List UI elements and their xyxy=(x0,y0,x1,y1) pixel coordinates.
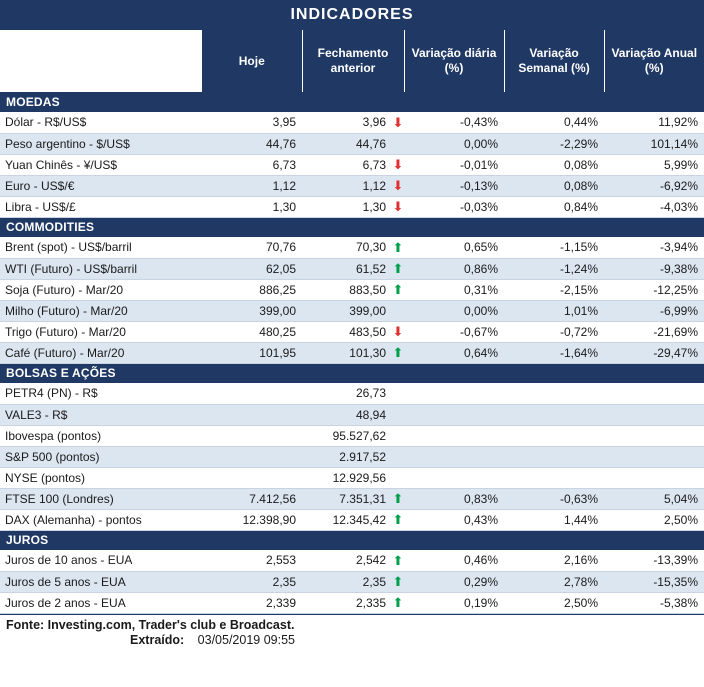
table-row xyxy=(0,571,704,592)
previous-value: 6,73 xyxy=(302,154,392,175)
yearly-change-value xyxy=(604,446,704,467)
daily-change-value: -0,67% xyxy=(404,321,504,342)
weekly-change-value: -0,63% xyxy=(504,488,604,509)
weekly-change-value: 0,44% xyxy=(504,112,604,133)
weekly-change-value: -1,15% xyxy=(504,237,604,258)
table-row xyxy=(0,300,704,321)
previous-value: 483,50 xyxy=(302,321,392,342)
footer-extracted xyxy=(0,633,704,650)
daily-change-value xyxy=(404,425,504,446)
previous-value: 61,52 xyxy=(302,258,392,279)
table-row xyxy=(0,321,704,342)
arrow-up-icon: ⬆ xyxy=(392,592,404,613)
table-row xyxy=(0,592,704,613)
previous-value: 7.351,31 xyxy=(302,488,392,509)
arrow-none xyxy=(392,404,404,425)
today-value: 101,95 xyxy=(202,342,302,363)
arrow-none xyxy=(392,446,404,467)
footer-source: Fonte: Investing.com, Trader's club e Broadcast. xyxy=(6,617,295,632)
section-row xyxy=(0,92,704,112)
previous-value: 26,73 xyxy=(302,383,392,404)
row-label: Libra - US$/£ xyxy=(0,196,202,217)
weekly-change-value: -2,29% xyxy=(504,133,604,154)
previous-value: 12.345,42 xyxy=(302,509,392,530)
table-row xyxy=(0,196,704,217)
row-label: NYSE (pontos) xyxy=(0,467,202,488)
arrow-none xyxy=(392,133,404,154)
table-row xyxy=(0,509,704,530)
daily-change-value xyxy=(404,446,504,467)
weekly-change-value: 0,84% xyxy=(504,196,604,217)
weekly-change-value xyxy=(504,425,604,446)
today-value: 44,76 xyxy=(202,133,302,154)
arrow-none xyxy=(392,383,404,404)
daily-change-value: 0,86% xyxy=(404,258,504,279)
weekly-change-value: -1,24% xyxy=(504,258,604,279)
previous-value: 2,335 xyxy=(302,592,392,613)
row-label: Juros de 10 anos - EUA xyxy=(0,550,202,571)
yearly-change-value: -6,99% xyxy=(604,300,704,321)
table-row xyxy=(0,467,704,488)
section-label: JUROS xyxy=(0,530,704,550)
header-weekly-change: Variação Semanal (%) xyxy=(504,30,604,92)
yearly-change-value: -29,47% xyxy=(604,342,704,363)
row-label: S&P 500 (pontos) xyxy=(0,446,202,467)
section-row xyxy=(0,363,704,383)
row-label: DAX (Alemanha) - pontos xyxy=(0,509,202,530)
today-value xyxy=(202,383,302,404)
table-row xyxy=(0,446,704,467)
daily-change-value: 0,19% xyxy=(404,592,504,613)
yearly-change-value xyxy=(604,425,704,446)
table-row xyxy=(0,133,704,154)
table-row xyxy=(0,154,704,175)
yearly-change-value: -6,92% xyxy=(604,175,704,196)
today-value: 480,25 xyxy=(202,321,302,342)
arrow-up-icon: ⬆ xyxy=(392,237,404,258)
arrow-up-icon: ⬆ xyxy=(392,488,404,509)
previous-value: 2,542 xyxy=(302,550,392,571)
today-value xyxy=(202,446,302,467)
weekly-change-value xyxy=(504,383,604,404)
daily-change-value: -0,13% xyxy=(404,175,504,196)
weekly-change-value xyxy=(504,446,604,467)
weekly-change-value: 2,50% xyxy=(504,592,604,613)
weekly-change-value: 2,78% xyxy=(504,571,604,592)
row-label: VALE3 - R$ xyxy=(0,404,202,425)
table-row xyxy=(0,383,704,404)
table-row xyxy=(0,237,704,258)
table-header-row xyxy=(0,30,704,92)
weekly-change-value: 0,08% xyxy=(504,175,604,196)
section-label: COMMODITIES xyxy=(0,217,704,237)
yearly-change-value xyxy=(604,467,704,488)
today-value: 2,553 xyxy=(202,550,302,571)
arrow-down-icon: ⬇ xyxy=(392,175,404,196)
weekly-change-value: 1,44% xyxy=(504,509,604,530)
arrow-none xyxy=(392,467,404,488)
row-label: Milho (Futuro) - Mar/20 xyxy=(0,300,202,321)
table-row xyxy=(0,258,704,279)
today-value: 12.398,90 xyxy=(202,509,302,530)
row-label: Soja (Futuro) - Mar/20 xyxy=(0,279,202,300)
arrow-down-icon: ⬇ xyxy=(392,321,404,342)
daily-change-value: 0,29% xyxy=(404,571,504,592)
row-label: Brent (spot) - US$/barril xyxy=(0,237,202,258)
table-row xyxy=(0,112,704,133)
yearly-change-value xyxy=(604,383,704,404)
arrow-none xyxy=(392,425,404,446)
yearly-change-value: -13,39% xyxy=(604,550,704,571)
yearly-change-value xyxy=(604,404,704,425)
yearly-change-value: 2,50% xyxy=(604,509,704,530)
daily-change-value: 0,31% xyxy=(404,279,504,300)
daily-change-value xyxy=(404,467,504,488)
row-label: FTSE 100 (Londres) xyxy=(0,488,202,509)
daily-change-value: 0,00% xyxy=(404,300,504,321)
arrow-up-icon: ⬆ xyxy=(392,342,404,363)
weekly-change-value: 2,16% xyxy=(504,550,604,571)
row-label: WTI (Futuro) - US$/barril xyxy=(0,258,202,279)
previous-value: 101,30 xyxy=(302,342,392,363)
previous-value: 70,30 xyxy=(302,237,392,258)
footer xyxy=(0,614,704,650)
row-label: PETR4 (PN) - R$ xyxy=(0,383,202,404)
today-value: 2,339 xyxy=(202,592,302,613)
yearly-change-value: -12,25% xyxy=(604,279,704,300)
arrow-up-icon: ⬆ xyxy=(392,258,404,279)
previous-value: 12.929,56 xyxy=(302,467,392,488)
today-value: 399,00 xyxy=(202,300,302,321)
section-row xyxy=(0,530,704,550)
table-row xyxy=(0,488,704,509)
arrow-up-icon: ⬆ xyxy=(392,571,404,592)
yearly-change-value: -5,38% xyxy=(604,592,704,613)
table-row xyxy=(0,342,704,363)
row-label: Euro - US$/€ xyxy=(0,175,202,196)
header-yearly-change: Variação Anual (%) xyxy=(604,30,704,92)
previous-value: 399,00 xyxy=(302,300,392,321)
yearly-change-value: 5,99% xyxy=(604,154,704,175)
arrow-up-icon: ⬆ xyxy=(392,279,404,300)
previous-value: 2,35 xyxy=(302,571,392,592)
yearly-change-value: -21,69% xyxy=(604,321,704,342)
yearly-change-value: 11,92% xyxy=(604,112,704,133)
previous-value: 883,50 xyxy=(302,279,392,300)
yearly-change-value: 101,14% xyxy=(604,133,704,154)
daily-change-value: 0,43% xyxy=(404,509,504,530)
today-value: 7.412,56 xyxy=(202,488,302,509)
row-label: Café (Futuro) - Mar/20 xyxy=(0,342,202,363)
today-value: 62,05 xyxy=(202,258,302,279)
row-label: Yuan Chinês - ¥/US$ xyxy=(0,154,202,175)
weekly-change-value xyxy=(504,404,604,425)
today-value: 1,30 xyxy=(202,196,302,217)
yearly-change-value: -15,35% xyxy=(604,571,704,592)
weekly-change-value: -2,15% xyxy=(504,279,604,300)
row-label: Trigo (Futuro) - Mar/20 xyxy=(0,321,202,342)
previous-value: 48,94 xyxy=(302,404,392,425)
daily-change-value: -0,43% xyxy=(404,112,504,133)
page-title: INDICADORES xyxy=(0,0,704,30)
today-value: 3,95 xyxy=(202,112,302,133)
today-value xyxy=(202,404,302,425)
arrow-up-icon: ⬆ xyxy=(392,509,404,530)
section-label: BOLSAS E AÇÕES xyxy=(0,363,704,383)
previous-value: 44,76 xyxy=(302,133,392,154)
header-blank xyxy=(0,30,202,92)
table-row xyxy=(0,404,704,425)
table-row xyxy=(0,279,704,300)
previous-value: 1,30 xyxy=(302,196,392,217)
daily-change-value: -0,01% xyxy=(404,154,504,175)
today-value xyxy=(202,425,302,446)
weekly-change-value: 1,01% xyxy=(504,300,604,321)
yearly-change-value: -4,03% xyxy=(604,196,704,217)
today-value: 1,12 xyxy=(202,175,302,196)
yearly-change-value: -9,38% xyxy=(604,258,704,279)
weekly-change-value: -1,64% xyxy=(504,342,604,363)
arrow-down-icon: ⬇ xyxy=(392,112,404,133)
today-value: 886,25 xyxy=(202,279,302,300)
row-label: Juros de 5 anos - EUA xyxy=(0,571,202,592)
row-label: Ibovespa (pontos) xyxy=(0,425,202,446)
daily-change-value: 0,64% xyxy=(404,342,504,363)
row-label: Juros de 2 anos - EUA xyxy=(0,592,202,613)
section-label: MOEDAS xyxy=(0,92,704,112)
row-label: Dólar - R$/US$ xyxy=(0,112,202,133)
footer-extracted-label: Extraído: xyxy=(130,632,185,647)
previous-value: 2.917,52 xyxy=(302,446,392,467)
daily-change-value: 0,65% xyxy=(404,237,504,258)
daily-change-value: 0,83% xyxy=(404,488,504,509)
header-previous: Fechamento anterior xyxy=(302,30,404,92)
today-value: 70,76 xyxy=(202,237,302,258)
today-value: 6,73 xyxy=(202,154,302,175)
arrow-down-icon: ⬇ xyxy=(392,154,404,175)
indicators-table xyxy=(0,30,704,614)
today-value: 2,35 xyxy=(202,571,302,592)
section-row xyxy=(0,217,704,237)
table-row xyxy=(0,425,704,446)
table-row xyxy=(0,550,704,571)
daily-change-value xyxy=(404,404,504,425)
yearly-change-value: -3,94% xyxy=(604,237,704,258)
daily-change-value xyxy=(404,383,504,404)
previous-value: 95.527,62 xyxy=(302,425,392,446)
table-body xyxy=(0,92,704,613)
arrow-up-icon: ⬆ xyxy=(392,550,404,571)
today-value xyxy=(202,467,302,488)
arrow-none xyxy=(392,300,404,321)
weekly-change-value: 0,08% xyxy=(504,154,604,175)
previous-value: 3,96 xyxy=(302,112,392,133)
daily-change-value: 0,00% xyxy=(404,133,504,154)
daily-change-value: 0,46% xyxy=(404,550,504,571)
weekly-change-value: -0,72% xyxy=(504,321,604,342)
header-today: Hoje xyxy=(202,30,302,92)
weekly-change-value xyxy=(504,467,604,488)
row-label: Peso argentino - $/US$ xyxy=(0,133,202,154)
daily-change-value: -0,03% xyxy=(404,196,504,217)
arrow-down-icon: ⬇ xyxy=(392,196,404,217)
footer-extracted-value: 03/05/2019 09:55 xyxy=(197,632,295,647)
previous-value: 1,12 xyxy=(302,175,392,196)
yearly-change-value: 5,04% xyxy=(604,488,704,509)
header-daily-change: Variação diária (%) xyxy=(404,30,504,92)
table-row xyxy=(0,175,704,196)
